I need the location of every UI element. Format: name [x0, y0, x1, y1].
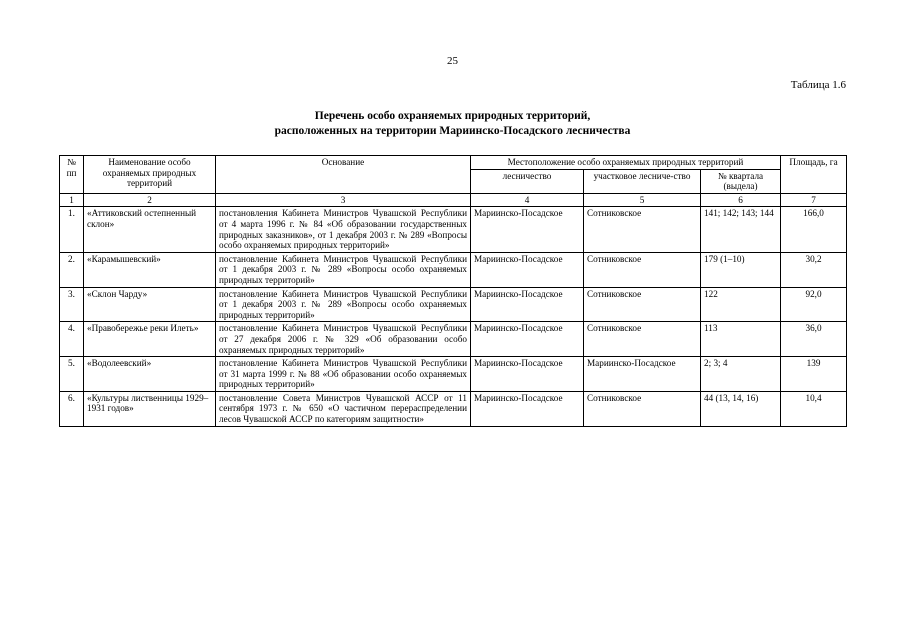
header-district: участковое лесниче-ство — [584, 169, 701, 193]
quarter-cell: 179 (1–10) — [701, 252, 781, 287]
column-number: 2 — [84, 193, 216, 207]
header-forestry: лесничество — [471, 169, 584, 193]
district-cell: Мариинско-Посадское — [584, 357, 701, 392]
table-row — [60, 252, 847, 287]
table-row — [60, 391, 847, 426]
column-number-row — [60, 193, 847, 207]
row-number: 6. — [60, 391, 84, 426]
area-name: «Карамышевский» — [84, 252, 216, 287]
quarter-cell: 113 — [701, 322, 781, 357]
area-name: «Правобережье реки Илеть» — [84, 322, 216, 357]
area-value: 30,2 — [781, 252, 847, 287]
forestry-cell: Мариинско-Посадское — [471, 287, 584, 322]
basis-text: постановление Кабинета Министров Чувашской Республики от 1 декабря 2003 г. № 289 «Вопросы особо охраняемых природных территорий» — [216, 252, 471, 287]
title-line-1: Перечень особо охраняемых природных территорий, — [314, 110, 591, 122]
quarter-cell: 122 — [701, 287, 781, 322]
row-number: 4. — [60, 322, 84, 357]
basis-text: постановление Кабинета Министров Чувашской Республики от 31 марта 1999 г. № 88 «Об образовании особо охраняемых природных территорий» — [216, 357, 471, 392]
basis-text: постановления Кабинета Министров Чувашской Республики от 4 марта 1996 г. № 84 «Об образовании государственных природных заказников», от 1 декабря 2003 г. № 289 «Вопросы особо охраняемых природных территорий» — [216, 207, 471, 252]
area-value: 36,0 — [781, 322, 847, 357]
row-number: 1. — [60, 207, 84, 252]
area-name: «Водолеевский» — [84, 357, 216, 392]
column-number: 1 — [60, 193, 84, 207]
district-cell: Сотниковское — [584, 322, 701, 357]
header-row — [60, 156, 847, 170]
basis-text: постановление Совета Министров Чувашской АССР от 11 сентября 1973 г. № 650 «О частичном перераспределении лесов Чувашской АССР по категориям защитности» — [216, 391, 471, 426]
basis-text: постановление Кабинета Министров Чувашской Республики от 27 декабря 2006 г. № 329 «Об образовании особо охраняемых природных территорий» — [216, 322, 471, 357]
quarter-cell: 141; 142; 143; 144 — [701, 207, 781, 252]
header-area: Площадь, га — [781, 156, 847, 194]
area-name: «Культуры лиственницы 1929–1931 годов» — [84, 391, 216, 426]
quarter-cell: 2; 3; 4 — [701, 357, 781, 392]
area-value: 166,0 — [781, 207, 847, 252]
forestry-cell: Мариинско-Посадское — [471, 391, 584, 426]
title-line-2: расположенных на территории Мариинско-Посадского лесничества — [274, 125, 631, 137]
table-row — [60, 287, 847, 322]
district-cell: Сотниковское — [584, 207, 701, 252]
protected-areas-table — [59, 155, 847, 427]
column-number: 6 — [701, 193, 781, 207]
row-number: 5. — [60, 357, 84, 392]
table-row — [60, 357, 847, 392]
table-row — [60, 207, 847, 252]
area-value: 92,0 — [781, 287, 847, 322]
column-number: 5 — [584, 193, 701, 207]
table-title — [0, 109, 905, 139]
header-basis: Основание — [216, 156, 471, 194]
area-value: 10,4 — [781, 391, 847, 426]
area-value: 139 — [781, 357, 847, 392]
column-number: 4 — [471, 193, 584, 207]
forestry-cell: Мариинско-Посадское — [471, 252, 584, 287]
table-row — [60, 322, 847, 357]
forestry-cell: Мариинско-Посадское — [471, 357, 584, 392]
forestry-cell: Мариинско-Посадское — [471, 322, 584, 357]
quarter-cell: 44 (13, 14, 16) — [701, 391, 781, 426]
page-number: 25 — [447, 55, 458, 67]
forestry-cell: Мариинско-Посадское — [471, 207, 584, 252]
row-number: 2. — [60, 252, 84, 287]
row-number: 3. — [60, 287, 84, 322]
area-name: «Склон Чарду» — [84, 287, 216, 322]
header-quarter: № квартала (выдела) — [701, 169, 781, 193]
district-cell: Сотниковское — [584, 252, 701, 287]
district-cell: Сотниковское — [584, 287, 701, 322]
district-cell: Сотниковское — [584, 391, 701, 426]
header-location: Местоположение особо охраняемых природных территорий — [471, 156, 781, 170]
table-label: Таблица 1.6 — [790, 79, 846, 91]
column-number: 3 — [216, 193, 471, 207]
basis-text: постановление Кабинета Министров Чувашской Республики от 1 декабря 2003 г. № 289 «Вопросы особо охраняемых природных территорий» — [216, 287, 471, 322]
column-number: 7 — [781, 193, 847, 207]
area-name: «Аттиковский остепненный склон» — [84, 207, 216, 252]
header-name: Наименование особо охраняемых природных территорий — [84, 156, 216, 194]
header-num: № пп — [60, 156, 84, 194]
